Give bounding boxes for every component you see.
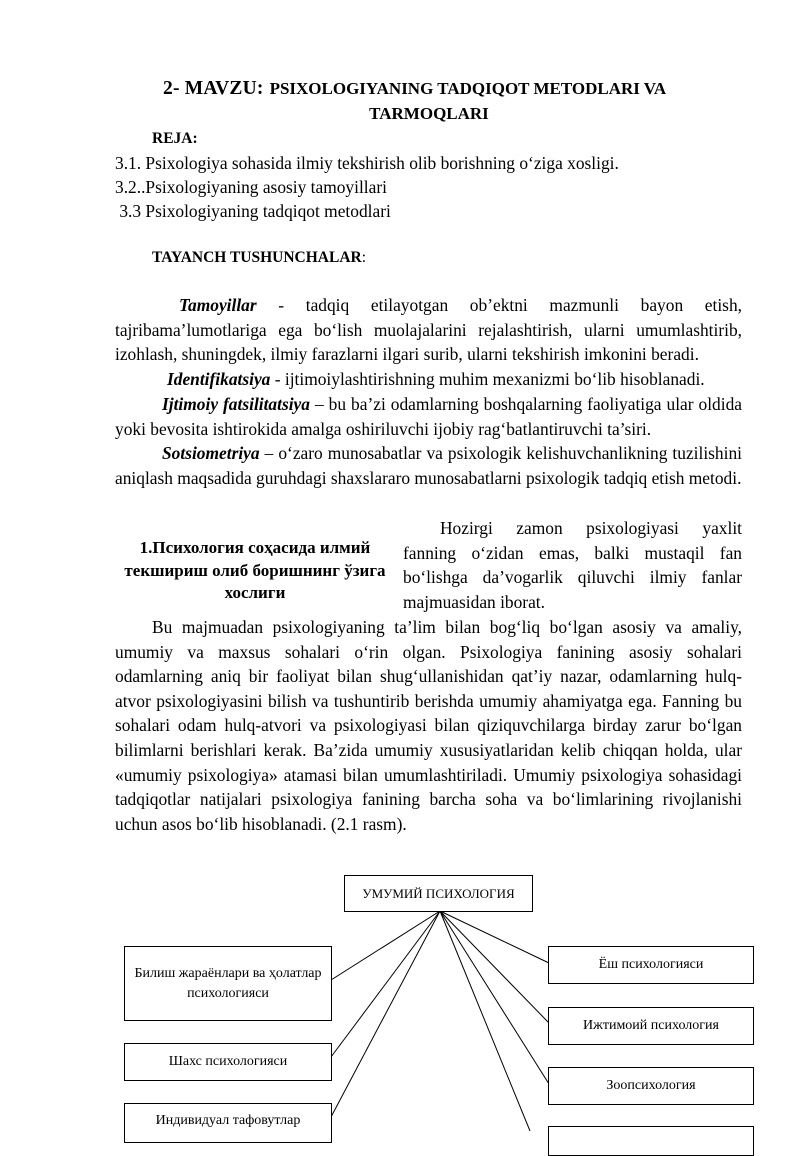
diagram-left-label-1: Билиш жараёнлари ва ҳолатлар психологияси [134,965,322,1001]
diagram-left-box-3 [124,1103,332,1143]
diagram-right-label-3: Зоопсихология [606,1078,696,1093]
definition-term: Ijtimoiy fatsilitatsiya [162,394,310,414]
topic-number: 2- MAVZU: [163,78,264,99]
definition-sotsiometriya [115,441,742,490]
definition-tamoyillar [115,293,742,367]
main-paragraph: Bu majmuadan psixologiyaning ta’lim bilan bog‘liq bo‘lgan asosiy va amaliy, umumiy va maxsus sohalari o‘rin olgan. Psixologiya fanining asosiy sohalari odamlarning aniq bir faoliyat bilan shug‘ullanishidan qat’iy nazar, odamlarning hulq-atvor psixologiyasini bilish va tushuntirib berishda umumiy ahamiyatga ega. Fanning bu sohalari odam hulq-atvori va psixologiyasi bilan qiziquvchilarga birday zarur bo‘lgan bilimlarni berishlari kerak. Ba’zida umumiy xususiyatlaridan kelib chiqqan holda, ular «umumiy psixologiya» atamasi bilan umumlashtiriladi. Umumiy psixologiya sohasidagi tadqiqotlar natijalari psixologiya fanining barcha soha va bo‘limlarining rivojlanishi uchun asos bo‘lib hisoblanadi. (2.1 rasm). [115,617,742,834]
definition-text: - ijtimoiylashtirishning muhim mexanizmi bo‘lib hisoblanadi. [270,369,705,389]
plan-item-2: 3.2..Psixologiyaning asosiy tamoyillari [115,177,387,197]
definition-text: - tadqiq etilayotgan ob’ektni mazmunli bayon etish, tajribama’lumotlariga ega bo‘lish muolajalarini rejalashtirish, ularni umumlashtirib, izohlash, shuningdek, ilmiy farazlarni ilgari surib, ularni tekshirish imkonini beradi. [115,295,742,365]
definition-term: Sotsiometriya [162,443,260,463]
diagram-root-label: УМУМИЙ ПСИХОЛОГИЯ [362,885,515,901]
diagram-left-label-2: Шахс психологияси [168,1054,288,1069]
definition-identifikatsiya [115,367,742,392]
diagram-right-box-2 [548,1007,754,1045]
side-paragraph: Hozirgi zamon psixologiyasi yaxlit fanning o‘zidan emas, balki mustaqil fan bo‘lishga da’vogarlik qiluvchi ilmiy fanlar majmuasidan iborat. [403,518,742,612]
diagram-right-label-1: Ёш психологияси [598,957,704,972]
topic-title [163,78,666,100]
key-concepts-heading [152,249,366,267]
diagram-left-box-2 [124,1043,332,1081]
definition-term: Identifikatsiya [167,369,271,389]
diagram-left-box-1 [124,946,332,1021]
definition-term: Tamoyillar [179,295,257,315]
plan-label: REJA: [152,130,198,147]
section-heading: 1.Психология соҳасида илмий текшириш олиб боришнинг ўзига хослиги [124,538,386,602]
plan-item-3: 3.3 Psixologiyaning tadqiqot metodlari [115,201,391,221]
diagram-right-box-1 [548,946,754,984]
topic-title-line2: TARMOQLARI [369,104,489,123]
definition-text: – o‘zaro munosabatlar va psixologik kelishuvchanlikning tuzilishini aniqlash maqsadida guruhdagi shaxslararo munosabatlarni psixologik tadqiq etish metodi. [115,443,742,488]
definition-text: – bu ba’zi odamlarning boshqalarning faoliyatiga ular oldida yoki bevosita ishtirokida amalga oshiriluvchi ijobiy rag‘batlantiruvchi ta’siri. [115,394,742,439]
diagram-root-box [344,875,533,912]
plan-item-1: 3.1. Psixologiya sohasida ilmiy tekshirish olib borishning o‘ziga xosligi. [115,153,619,173]
definition-fatsilitatsiya [115,392,742,441]
key-concepts-label: TAYANCH TUSHUNCHALAR [152,249,362,266]
diagram-right-label-2: Ижтимоий психология [583,1018,719,1033]
diagram-left-label-3: Индивидуал тафовутлар [155,1113,301,1128]
diagram-right-box-3 [548,1067,754,1105]
topic-title-text: PSIXOLOGIYANING TADQIQOT METODLARI VA [269,79,667,98]
psychology-branches-diagram [0,860,800,1131]
key-concepts-colon: : [361,249,367,266]
